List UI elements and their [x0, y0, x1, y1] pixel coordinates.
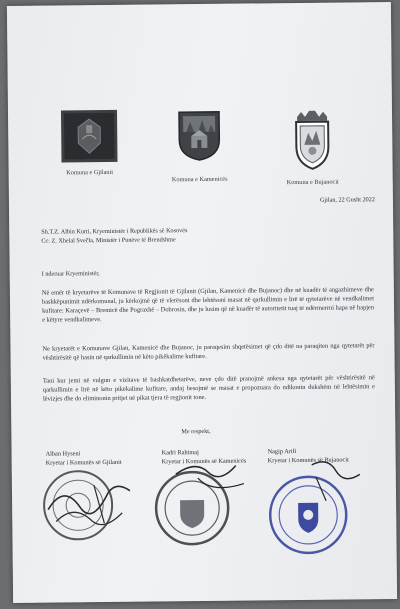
salutation: I nderuar Kryeministër,	[41, 270, 100, 278]
addressee-line-2: Cc: Z. Xhelal Svečla, Ministër i Punëve të Brendshme	[41, 236, 176, 245]
signatory-1-title: Kryetar i Komunës së Gjilanit	[45, 458, 122, 467]
signatory-1-name: Alban Hyseni	[45, 450, 81, 458]
bujanoc-crest-label: Komuna e Bujanocit	[286, 178, 339, 187]
gjilan-crest-icon	[60, 109, 119, 164]
kamenica-crest-label: Komuna e Kamenicës	[171, 175, 228, 184]
paragraph-1: Në emër të kryetarëve të Komunave të Regjionit të Gjilanit (Gjilan, Kamenicë dhe Bujanoc) dhe në kuadër të angazhimeve dhe bashkëpunimit ndërkomunal, ju kërkojmë që të vlerësoni dhe lehtësoni masat në qarkullimin e lirë të qytetarëve në vendkalimet kufitare: Karaçevë – Bremicë dhe Pograxhë – Dobrosin, dhe ju lusim që në kuadër të autoritetit tuaj të ndërmerrni hapa në hapjen e këtyre vendkalimeve.	[41, 286, 375, 324]
bujanoc-stamp-icon	[256, 456, 369, 557]
gjilan-stamp-icon	[34, 463, 143, 544]
letter-page	[7, 2, 397, 603]
signatory-3-title: Kryetar i Komunës së Bujanocit	[267, 456, 349, 465]
closing: Me respekt,	[181, 427, 211, 436]
letter-date: Gjilan, 22 Gusht 2022	[319, 196, 375, 204]
paragraph-3: Tani kur jemi në vulgun e vizitave të bashkatdhetarëve, neve çdo ditë pranojmë ankesa nga qytetarët për vështirësitë në qarkullimin e lirë në këto pikëkalime kufitare, andaj besojmë se masat e propozuara do ndikonin dukshëm në lehtësimin e lëvizjes dhe do eliminonin pritjet në pikat tjera të regjionit tone.	[42, 374, 375, 403]
gjilan-crest-label: Komuna e Gjilanit	[66, 168, 114, 177]
signatory-2-name: Kadri Rahimaj	[161, 449, 199, 457]
addressee-line-1: Sh.T.Z. Albin Kurti, Kryeministër i Republikës së Kosovës	[41, 227, 188, 236]
kamenica-crest-icon	[176, 110, 223, 162]
signatory-3-name: Nagip Arifi	[267, 448, 297, 456]
bujanoc-crest-icon	[291, 109, 334, 171]
signatory-2-title: Kryetar i Komunës së Kamenicës	[161, 457, 247, 466]
paragraph-2: Ne kryetarët e Komunave Gjilan, Kamenicë dhe Bujanoc, ju paraqesim shqetësimet që çdo ditë na paraqiten nga qytetarët për vështirësitë që hasin në qarkullimin në këto pikëkalime kufitare.	[42, 342, 375, 362]
kamenica-stamp-icon	[146, 453, 257, 554]
